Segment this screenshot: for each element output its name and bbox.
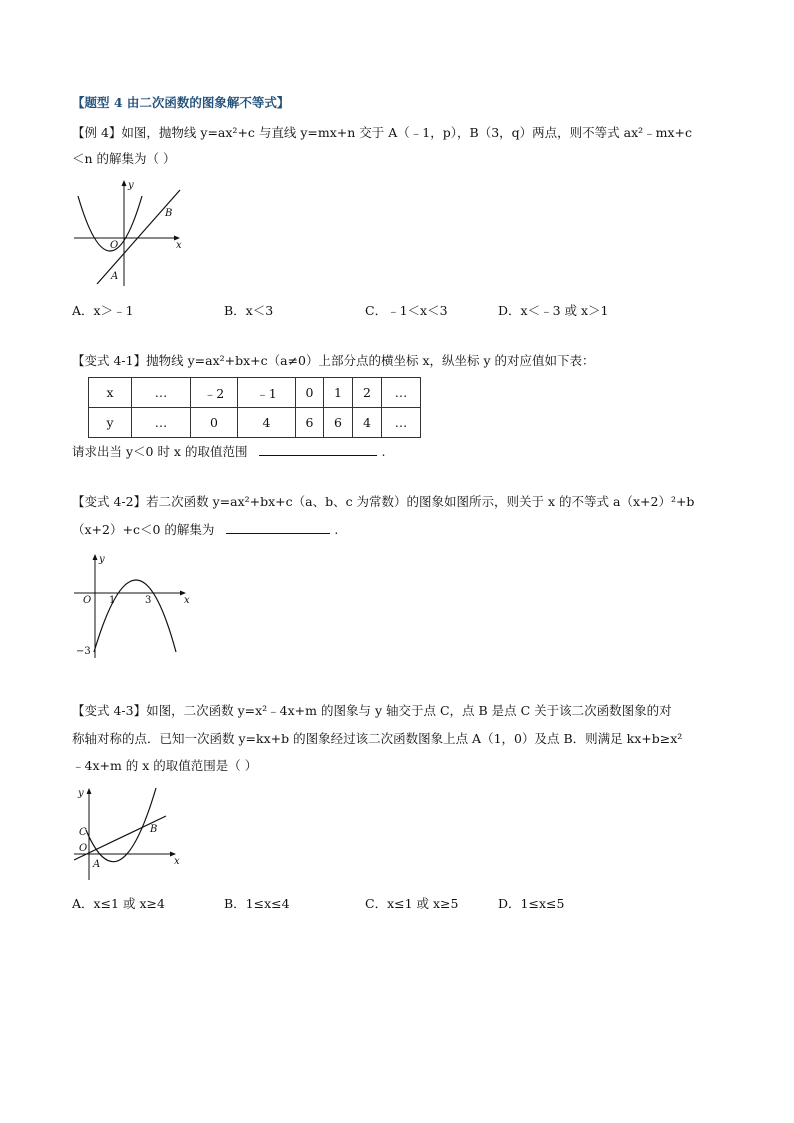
example4-question-line2: ＜n 的解集为（ ） [72,151,176,166]
tick-label-1: 1 [109,595,116,606]
origin-label: O [79,843,88,854]
x-label: x [184,595,190,606]
table-cell: ﹣1 [238,378,296,408]
variant42-question-line2 [72,521,338,538]
option-c: C．﹣1＜x＜3 [365,303,448,318]
option-a: A．x＞﹣1 [72,303,134,318]
variant43-graph [72,782,192,882]
origin-label: O [110,240,119,251]
point-c-label: C [79,827,87,838]
x-label: x [176,240,182,251]
period: . [381,444,386,459]
option-d: D．x＜﹣3 或 x＞1 [498,303,609,318]
line-mx-n [97,190,180,284]
y-label: y [99,554,105,565]
table-cell: 6 [296,408,324,438]
table-cell: 4 [238,408,296,438]
table-cell: 0 [296,378,324,408]
variant43-question-line3: ﹣4x+m 的 x 的取值范围是（ ） [72,758,258,773]
variant43-options [72,894,712,912]
point-a-label: A [93,859,101,870]
table-cell: 6 [324,408,353,438]
table-cell: … [132,378,191,408]
y-axis-arrow [87,788,92,794]
period: . [334,522,339,537]
parabola [86,788,156,862]
table-cell: … [382,408,421,438]
point-b-label: B [150,824,158,835]
option-b: B．x＜3 [224,303,274,318]
variant42-graph [72,548,202,663]
variant42-question-line1: 【变式 4-2】若二次函数 y=ax²+bx+c（a、b、c 为常数）的图象如图所示，则关于 x 的不等式 a（x+2）²+b [72,494,695,509]
y-label: y [128,180,134,191]
option-c: C．x≤1 或 x≥5 [365,896,459,911]
variant43-question-line2: 称轴对称的点．已知一次函数 y=kx+b 的图象经过该二次函数图象上点 A（1，0）及点 B．则满足 kx+b≥x² [72,731,683,746]
parabola [94,580,176,652]
variant42-prompt: （x+2）+c＜0 的解集为 [72,522,215,537]
table-cell: … [132,408,191,438]
value-table [88,377,421,438]
table-cell: … [382,378,421,408]
table-row-x [89,378,421,408]
table-cell: 2 [353,378,382,408]
variant41-question-line1: 【变式 4-1】抛物线 y=ax²+bx+c（a≠0）上部分点的横坐标 x，纵坐标 y 的对应值如下表： [72,353,595,368]
variant43-question-line1: 【变式 4-3】如图，二次函数 y=x²﹣4x+m 的图象与 y 轴交于点 C，点 B 是点 C 关于该二次函数图象的对 [72,703,672,718]
option-a: A．x≤1 或 x≥4 [72,896,165,911]
section-heading: 【题型 4 由二次函数的图象解不等式】 [72,95,290,110]
origin-label: O [83,595,92,606]
table-cell: 4 [353,408,382,438]
point-b-label: B [165,208,173,219]
example4-question-line1: 【例 4】如图，抛物线 y=ax²+c 与直线 y=mx+n 交于 A（﹣1，p），B（3，q）两点，则不等式 ax²﹣mx+c [72,125,693,140]
example4-graph [72,176,202,288]
table-row-y [89,408,421,438]
variant41-question-line2 [72,443,385,460]
table-cell: ﹣2 [191,378,238,408]
answer-blank[interactable] [226,521,330,534]
point-a-label: A [111,271,119,282]
table-cell: 0 [191,408,238,438]
answer-blank[interactable] [259,443,377,456]
variant41-prompt: 请求出当 y＜0 时 x 的取值范围 [72,444,248,459]
option-d: D．1≤x≤5 [498,896,565,911]
tick-label-neg3: −3 [76,646,91,657]
table-cell: x [89,378,132,408]
table-cell: 1 [324,378,353,408]
option-b: B．1≤x≤4 [224,896,290,911]
y-label: y [78,788,84,799]
line-kx-b [74,816,166,860]
y-axis-arrow [93,554,98,560]
x-label: x [174,856,180,867]
example4-options [72,301,712,319]
table-cell: y [89,408,132,438]
tick-label-3: 3 [145,595,152,606]
y-axis-arrow [122,180,127,186]
